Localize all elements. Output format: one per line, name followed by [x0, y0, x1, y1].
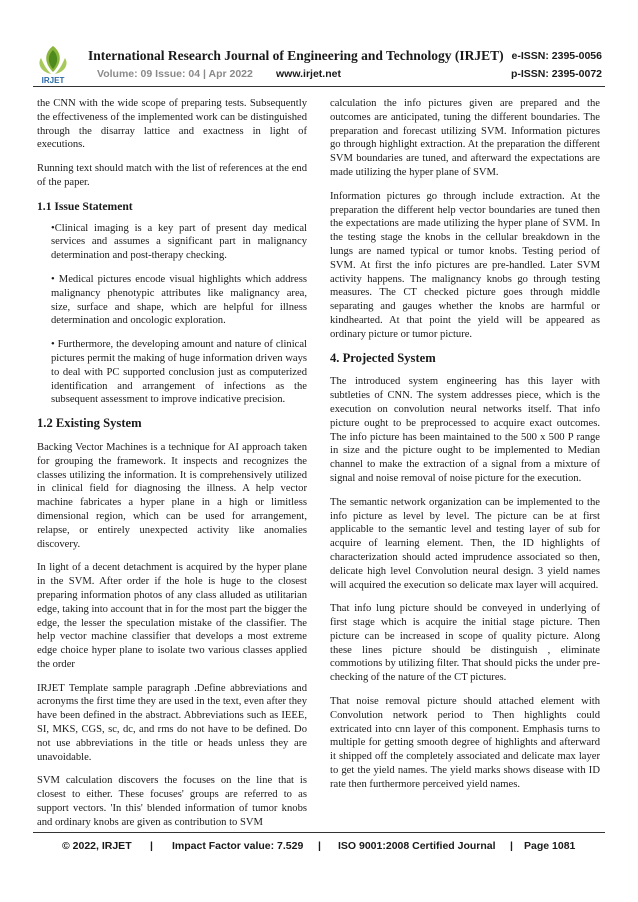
footer-divider: [33, 832, 605, 833]
paragraph: In light of a decent detachment is acquired by the hyper plane in the SVM. After order if the hole is huge to the closest preparing information photos of any class alluded as utilitarian edge, taking into account that in for the most part the bigger the edge, the lesser the speculation mistake of the classifier. The help vector machine classifier that develops a most extreme edge choice hyper plane to isolate two various classes applied the order: [37, 562, 307, 670]
section-heading-existing-system: 1.2 Existing System: [37, 416, 142, 431]
paragraph: the CNN with the wide scope of preparing tests. Subsequently the effectiveness of the implemented work can be distinguished through the disarray lattice and exactness in light of executions.: [37, 98, 307, 151]
paragraph: That info lung picture should be conveyed in underlying of first stage which is acquire the initial stage picture. Then picture can be increased in scope of quality picture. Along these lines picture should be distinguish , eliminate commotions by utilizing filter. That should picks the under pre-checking of the nature of the CT pictures.: [330, 603, 600, 684]
p-issn: p-ISSN: 2395-0072: [510, 68, 602, 80]
paragraph: The semantic network organization can be implemented to the info picture as level by level. The picture can be at first applicable to the semantic level and testing layer of sub for acquire of learning element. Then, the ID highlights of characterization should acted imprudence associated so then, delicate high level Convolution neural design. 3 yield names will acquired the execution so delicate max layer will acquired.: [330, 496, 600, 591]
paragraph: Running text should match with the list of references at the end of the paper.: [37, 163, 307, 188]
footer-separator: |: [318, 840, 321, 852]
page-number: Page 1081: [524, 840, 576, 852]
paragraph: Information pictures go through include extraction. At the preparation the different help vector boundaries are tuned then the expectations are made utilizing the hyper plane of SVM. In the testing stage the knobs in the cellular breakdown in the lungs are named typical or tumor knobs. Testing period of SVM. At first the info pictures are pre-handled. Later SVM activity happens. The malignancy knobs go through testing measures. The CT checked picture goes through middle separating and gauges whether the knobs are harmful or kindhearted. At that point the yield will be appeared as ordinary picture or tumor picture.: [330, 190, 600, 340]
section-heading-projected-system: 4. Projected System: [330, 350, 436, 365]
website-link[interactable]: www.irjet.net: [276, 68, 341, 80]
footer-separator: |: [510, 840, 513, 852]
left-column: [37, 97, 307, 840]
paragraph: calculation the info pictures given are prepared and the outcomes are anticipated, tuning the different boundaries. The preparation and forecast utilizing SVM. Information pictures go through highlight extraction. At the preparation the different SVM boundaries are tuned, and afterward the expectations are made utilizing the hyper plane of SVM.: [330, 98, 600, 178]
journal-title: International Research Journal of Engineering and Technology (IRJET): [88, 48, 504, 63]
impact-factor: Impact Factor value: 7.529: [172, 840, 304, 852]
paragraph: SVM calculation discovers the focuses on the line that is closest to either. These focuses' groups are referred to as support vectors. 'In this' blended information of tumor knobs and ordinary knobs are given as contribution to SVM: [37, 775, 307, 828]
paragraph: The introduced system engineering has this layer with subtleties of CNN. The system addresses piece, which is the execution on convolution neural networks itself. That info picture ought to be preprocessed to acquire exact outcomes. The info picture has been maintained to the 500 x 500 P range in size and the picture ought to be implemented to Median channel to make the extraction of a signal from a mixture of signal and noise removal of noise picture for the execution.: [330, 376, 600, 484]
bullet-item: • Medical pictures encode visual highlights which address malignancy phenotypic attributes like malignancy area, size, surface and shape, which are helpful for illness determination and oncologic exploration.: [51, 273, 307, 327]
bullet-item: • Furthermore, the developing amount and nature of clinical pictures permit the making of huge information driven ways to deal with PC supported conclusion just as computerized identification and arrangement of infections as the subsequent assessment to improve indicative precision.: [51, 339, 307, 406]
right-column: [330, 97, 600, 802]
paragraph: That noise removal picture should attached element with Convolution network period to Then highlights could extricated into cnn layer of this component. Emphasis turns to multiple for getting smooth degree of highlights and afterward it shipped off the completely associated and delicate max layer to get the yield names. The yield marks shows disease with ID rate then furthermore perceived yield names.: [330, 696, 600, 790]
svg-text:IRJET: IRJET: [41, 76, 65, 84]
copyright: © 2022, IRJET: [62, 840, 132, 852]
paragraph: IRJET Template sample paragraph .Define abbreviations and acronyms the first time they are used in the text, even after they have been defined in the abstract. Abbreviations such as IEEE, SI, MKS, CGS, sc, dc, and rms do not have to be defined. Do not use abbreviations in the title or heads unless they are unavoidable.: [37, 682, 307, 763]
iso-certification: ISO 9001:2008 Certified Journal: [338, 840, 496, 852]
header-divider: [33, 86, 605, 87]
bullet-item: •Clinical imaging is a key part of present day medical services and assumes a significant part in malignancy determination and post-therapy checking.: [51, 222, 307, 262]
e-issn: e-ISSN: 2395-0056: [511, 50, 602, 62]
paragraph: Backing Vector Machines is a technique for AI approach taken for grouping the framework. It inspects and recognizes the classes utilizing the information. It is comprehensively utilized in clinical field for diagnosing the illness. A help vector machine fabricates a hyper plane in a high or limitless dimensional region, which can be used for arrangement, relapse, or entirely unexpected activity like anomalies discovery.: [37, 441, 307, 550]
section-heading-issue-statement: 1.1 Issue Statement: [37, 199, 133, 213]
irjet-logo-icon: [33, 44, 73, 84]
footer-separator: |: [150, 840, 153, 852]
volume-issue: Volume: 09 Issue: 04 | Apr 2022: [97, 68, 253, 80]
page-header: [0, 0, 638, 86]
